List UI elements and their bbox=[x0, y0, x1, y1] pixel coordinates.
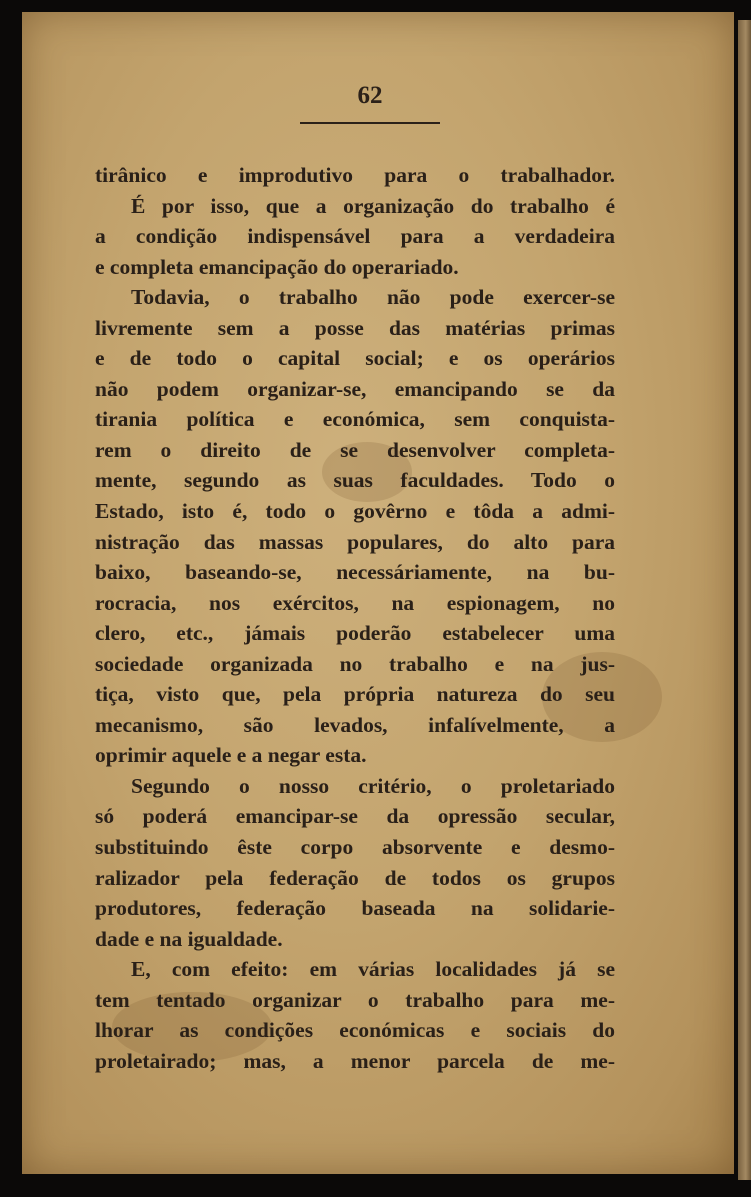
text-line: mecanismo, são levados, infalívelmente, a bbox=[95, 712, 615, 737]
text-line: tirânico e improdutivo para o trabalhador. bbox=[95, 163, 615, 187]
text-line: rocracia, nos exércitos, na espionagem, no bbox=[95, 590, 615, 615]
text-line: livremente sem a posse das matérias primas bbox=[95, 315, 615, 340]
header-rule bbox=[300, 122, 440, 124]
text-line: só poderá emancipar-se da opressão secular, bbox=[95, 804, 615, 829]
text-line: ralizador pela federação de todos os grupos bbox=[95, 865, 615, 890]
text-line: É por isso, que a organização do trabalho é bbox=[131, 193, 615, 218]
text-line: clero, etc., jámais poderão estabelecer uma bbox=[95, 621, 615, 646]
text-line: Estado, isto é, todo o govêrno e tôda a admi- bbox=[95, 499, 615, 524]
text-line: baixo, baseando-se, necessáriamente, na bu- bbox=[95, 560, 615, 585]
adjacent-page-edge bbox=[738, 20, 751, 1180]
text-line: sociedade organizada no trabalho e na jus- bbox=[95, 651, 615, 676]
text-line: dade e na igualdade. bbox=[95, 926, 283, 951]
text-line: nistração das massas populares, do alto para bbox=[95, 529, 615, 554]
text-line: lhorar as condições económicas e sociais do bbox=[95, 1018, 615, 1043]
text-line: Segundo o nosso critério, o proletariado bbox=[131, 773, 615, 798]
text-line: proletairado; mas, a menor parcela de me- bbox=[95, 1048, 615, 1073]
text-line: e de todo o capital social; e os operários bbox=[95, 346, 615, 371]
text-line: substituindo êste corpo absorvente e desmo- bbox=[95, 835, 615, 860]
text-line: rem o direito de se desenvolver completa- bbox=[95, 437, 615, 462]
body-text bbox=[95, 160, 615, 1076]
text-line: não podem organizar-se, emancipando se da bbox=[95, 376, 615, 401]
text-line: e completa emancipação do operariado. bbox=[95, 254, 459, 279]
text-line: Todavia, o trabalho não pode exercer-se bbox=[131, 285, 615, 310]
text-line: E, com efeito: em várias localidades já se bbox=[131, 957, 615, 982]
text-line: tiça, visto que, pela própria natureza do seu bbox=[95, 682, 615, 707]
page-number: 62 bbox=[357, 82, 383, 109]
text-line: tirania política e económica, sem conquista- bbox=[95, 407, 615, 432]
text-line: tem tentado organizar o trabalho para me- bbox=[95, 987, 615, 1012]
text-line: a condição indispensável para a verdadeira bbox=[95, 224, 615, 249]
text-line: mente, segundo as suas faculdades. Todo o bbox=[95, 468, 615, 493]
text-line: produtores, federação baseada na solidarie- bbox=[95, 896, 615, 921]
text-line: oprimir aquele e a negar esta. bbox=[95, 743, 367, 768]
